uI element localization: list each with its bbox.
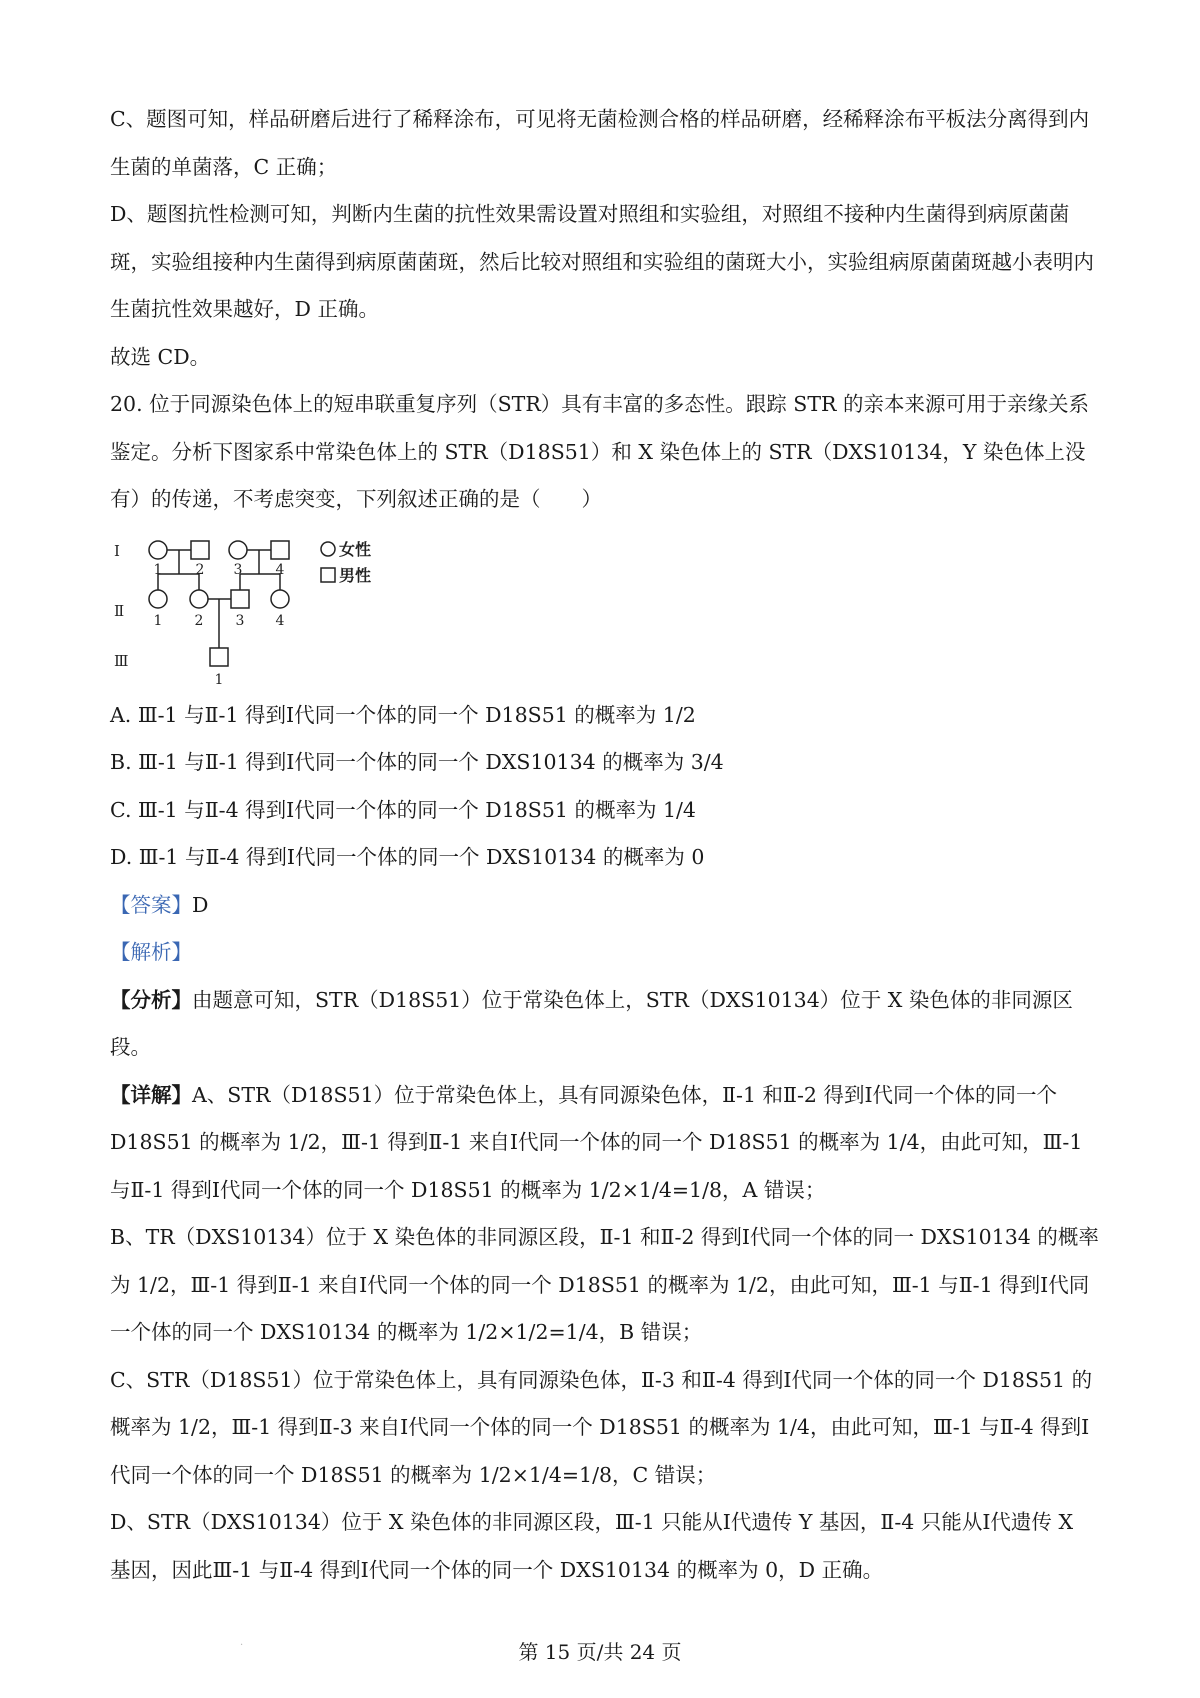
- legend-female-symbol: [321, 542, 335, 556]
- male-III-1: [210, 648, 228, 666]
- xiangjie-label: 【详解】: [110, 1082, 192, 1107]
- number-I-3: 3: [233, 561, 243, 578]
- generation-label-2: Ⅱ: [114, 601, 125, 620]
- analysis-heading: [110, 929, 1100, 977]
- xiangjie-a-paragraph: [110, 1072, 1100, 1215]
- fenxi-paragraph: [110, 977, 1100, 1072]
- female-II-2: [190, 590, 208, 608]
- page-content: [110, 96, 1100, 1594]
- xiangjie-b-paragraph: B、TR（DXS10134）位于 X 染色体的非同源区段，Ⅱ-1 和Ⅱ-2 得到Ⅰ代同一个体的同一 DXS10134 的概率为 1/2，Ⅲ-1 得到Ⅱ-1 来自Ⅰ代同一个体的同一个 D18S51 的概率为 1/2，由此可知，Ⅲ-1 与Ⅱ-1 得到Ⅰ代同一个体的同一个 DXS10134 的概率为 1/2×1/2=1/4，B 错误；: [110, 1225, 1099, 1344]
- xiangjie-a-text: A、STR（D18S51）位于常染色体上，具有同源染色体，Ⅱ-1 和Ⅱ-2 得到Ⅰ代同一个体的同一个 D18S51 的概率为 1/2，Ⅲ-1 得到Ⅱ-1 来自Ⅰ代同一个体的同一个 D18S51 的概率为 1/4，由此可知，Ⅲ-1 与Ⅱ-1 得到Ⅰ代同一个体的同一个 D18S51 的概率为 1/2×1/4=1/8，A 错误；: [110, 1082, 1083, 1202]
- fenxi-label: 【分析】: [110, 987, 192, 1012]
- generation-label-3: Ⅲ: [114, 651, 129, 670]
- answer-line: [110, 882, 1100, 930]
- number-II-4: 4: [275, 612, 285, 629]
- male-I-4: [271, 541, 289, 559]
- number-I-2: 2: [195, 561, 205, 578]
- answer-label: 【答案】: [110, 892, 192, 917]
- male-II-3: [231, 590, 249, 608]
- page-footer: 第 15 页/共 24 页: [518, 1640, 682, 1664]
- answer-value: D: [192, 892, 209, 917]
- option-a: A. Ⅲ-1 与Ⅱ-1 得到Ⅰ代同一个体的同一个 D18S51 的概率为 1/2: [110, 702, 696, 727]
- female-I-1: [149, 541, 167, 559]
- option-d: D. Ⅲ-1 与Ⅱ-4 得到Ⅰ代同一个体的同一个 DXS10134 的概率为 0: [110, 845, 705, 869]
- option-b: B. Ⅲ-1 与Ⅱ-1 得到Ⅰ代同一个体的同一个 DXS10134 的概率为 3/4: [110, 750, 724, 774]
- number-III-1: 1: [214, 671, 224, 688]
- legend-male-label: 男性: [339, 565, 372, 585]
- male-I-2: [191, 541, 209, 559]
- number-II-1: 1: [153, 612, 163, 629]
- legend-female-label: 女性: [339, 539, 372, 559]
- xiangjie-d-paragraph: D、STR（DXS10134）位于 X 染色体的非同源区段，Ⅲ-1 只能从Ⅰ代遗传 Y 基因，Ⅱ-4 只能从Ⅰ代遗传 X 基因，因此Ⅲ-1 与Ⅱ-4 得到Ⅰ代同一个体的同一个 DXS10134 的概率为 0，D 正确。: [110, 1510, 1074, 1582]
- paragraph-d-previous: D、题图抗性检测可知，判断内生菌的抗性效果需设置对照组和实验组，对照组不接种内生菌得到病原菌菌斑，实验组接种内生菌得到病原菌菌斑，然后比较对照组和实验组的菌斑大小，实验组病原菌菌斑越小表明内生菌抗性效果越好，D 正确。: [110, 202, 1094, 321]
- fenxi-text: 由题意可知，STR（D18S51）位于常染色体上，STR（DXS10134）位于 X 染色体的非同源区段。: [110, 987, 1073, 1059]
- number-II-2: 2: [194, 612, 204, 629]
- question-20-stem: 20. 位于同源染色体上的短串联重复序列（STR）具有丰富的多态性。跟踪 STR 的亲本来源可用于亲缘关系鉴定。分析下图家系中常染色体上的 STR（D18S51）和 X 染色体上的 STR（DXS10134，Y 染色体上没有）的传递，不考虑突变，下列叙述正确的是（ ）: [110, 392, 1089, 511]
- analysis-label: 【解析】: [110, 940, 192, 964]
- female-I-3: [229, 541, 247, 559]
- number-II-3: 3: [235, 612, 245, 629]
- pedigree-diagram: [110, 530, 410, 688]
- female-II-1: [149, 590, 167, 608]
- number-I-4: 4: [275, 561, 285, 578]
- generation-label-1: Ⅰ: [114, 541, 120, 560]
- xiangjie-c-paragraph: C、STR（D18S51）位于常染色体上，具有同源染色体，Ⅱ-3 和Ⅱ-4 得到Ⅰ代同一个体的同一个 D18S51 的概率为 1/2，Ⅲ-1 得到Ⅱ-3 来自Ⅰ代同一个体的同一个 D18S51 的概率为 1/4，由此可知，Ⅲ-1 与Ⅱ-4 得到Ⅰ代同一个体的同一个 D18S51 的概率为 1/2×1/4=1/8，C 错误；: [110, 1367, 1093, 1487]
- legend-male-symbol: [321, 568, 335, 582]
- paragraph-c-previous: C、题图可知，样品研磨后进行了稀释涂布，可见将无菌检测合格的样品研磨，经稀释涂布平板法分离得到内生菌的单菌落，C 正确；: [110, 107, 1090, 179]
- paragraph-choose-previous: 故选 CD。: [110, 344, 211, 369]
- decorative-dot: ·: [240, 1640, 244, 1651]
- female-II-4: [271, 590, 289, 608]
- number-I-1: 1: [153, 561, 163, 578]
- option-c: C. Ⅲ-1 与Ⅱ-4 得到Ⅰ代同一个体的同一个 D18S51 的概率为 1/4: [110, 797, 696, 822]
